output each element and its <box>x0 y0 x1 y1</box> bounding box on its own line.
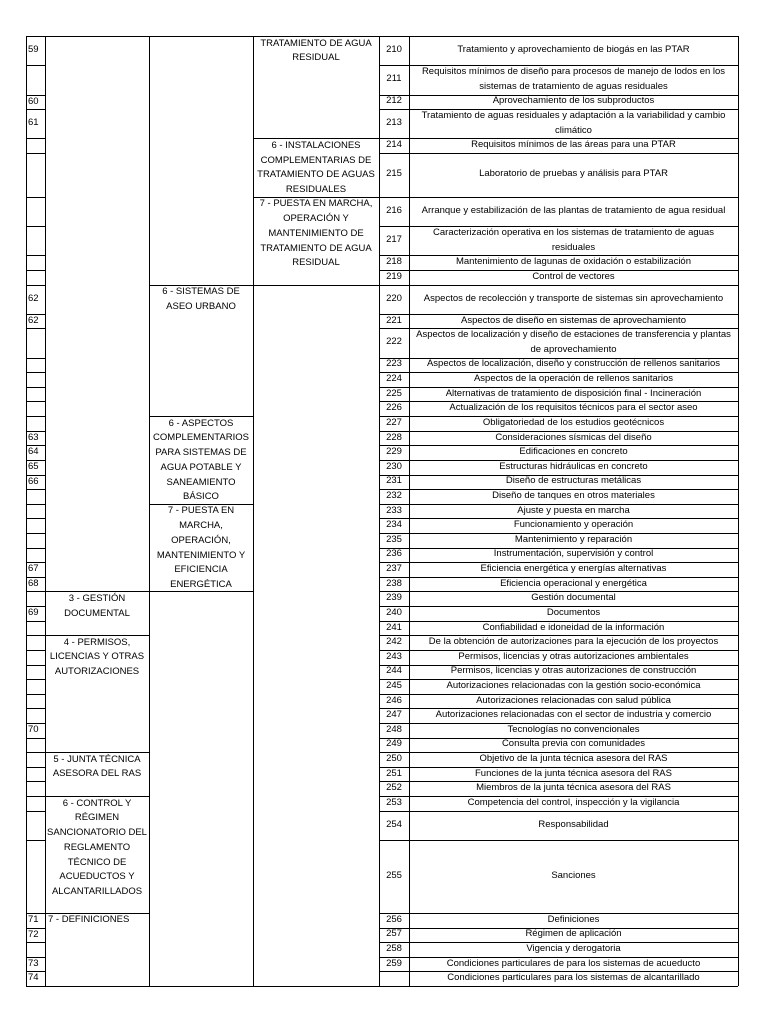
article-number: 231 <box>386 475 402 487</box>
section-heading: 7 - PUESTA EN MARCHA, OPERACIÓN Y MANTENIMIENTO DE TRATAMIENTO DE AGUA RESIDUAL <box>259 198 373 269</box>
page-number: 61 <box>28 117 39 129</box>
row-line <box>26 781 45 782</box>
article-title: Consulta previa con comunidades <box>501 738 646 750</box>
article-title: Arranque y estabilización de las plantas de tratamiento de agua residual <box>421 204 726 216</box>
row-line <box>26 518 45 519</box>
section-line <box>45 36 149 37</box>
article-title: Régimen de aplicación <box>525 928 622 940</box>
article-number: 215 <box>386 168 402 180</box>
article-number: 245 <box>386 680 402 691</box>
article-number: 255 <box>386 869 402 881</box>
article-number: 237 <box>386 563 402 575</box>
article-title: Obligatoriedad de los estudios geotécnicos <box>482 416 665 428</box>
article-title: Laboratorio de pruebas y análisis para PTAR <box>479 168 668 180</box>
column-line <box>738 36 739 986</box>
column-line <box>26 36 27 986</box>
article-number: 244 <box>386 665 402 677</box>
article-title: Caracterización operativa en los sistemas de tratamiento de aguas residuales <box>433 226 714 253</box>
row-line <box>26 548 45 549</box>
row-line <box>26 796 45 797</box>
article-title: Responsabilidad <box>538 818 609 830</box>
page-number: 74 <box>28 972 39 984</box>
article-number: 222 <box>386 336 402 348</box>
article-number: 213 <box>386 117 402 129</box>
row-line <box>26 153 45 154</box>
article-number: 210 <box>386 44 402 56</box>
page-number: 63 <box>28 431 39 443</box>
row-line <box>26 811 45 812</box>
article-title: Autorizaciones relacionadas con el sector de industria y comercio <box>435 709 712 721</box>
article-title: Tecnologías no convencionales <box>507 723 640 735</box>
row-line <box>26 504 45 505</box>
article-title: Funcionamiento y operación <box>513 519 634 531</box>
row-line <box>26 270 45 271</box>
article-number: 249 <box>386 738 402 750</box>
article-title: Gestión documental <box>531 592 616 604</box>
page-number: 72 <box>28 928 39 940</box>
article-title: Funciones de la junta técnica asesora del RAS <box>475 767 672 779</box>
row-line <box>26 138 45 139</box>
article-title: Confiabilidad e idoneidad de la información <box>482 621 665 633</box>
page-number: 59 <box>28 44 39 56</box>
article-number: 212 <box>386 95 402 107</box>
article-title: Requisitos mínimos de diseño para procesos de manejo de lodos en los sistemas de tratamiento de aguas residuales <box>421 66 726 92</box>
article-title: Objetivo de la junta técnica asesora del RAS <box>479 753 668 765</box>
row-line <box>26 372 45 373</box>
article-number: 228 <box>386 431 402 443</box>
article-number: 230 <box>386 460 402 472</box>
article-number: 225 <box>386 387 402 399</box>
article-number: 250 <box>386 753 402 765</box>
article-title: Mantenimiento de lagunas de oxidación o estabilización <box>455 256 691 268</box>
article-number <box>379 971 409 986</box>
section-heading: 6 - CONTROL Y RÉGIMEN SANCIONATORIO DEL REGLAMENTO TÉCNICO DE ACUEDUCTOS Y ALCANTARILLADOS <box>47 797 147 898</box>
page-number: 66 <box>28 475 39 487</box>
section-line <box>253 285 379 286</box>
article-title: Autorizaciones relacionadas con la gestión socio-económica <box>446 680 701 691</box>
article-number: 252 <box>386 782 402 794</box>
article-number: 256 <box>386 913 402 925</box>
article-title: Mantenimiento y reparación <box>514 533 633 545</box>
article-title: Eficiencia energética y energías alternativas <box>480 563 667 575</box>
article-title: Documentos <box>546 606 601 618</box>
row-line <box>26 708 45 709</box>
article-number: 219 <box>386 270 402 282</box>
section-heading: 6 - ASPECTOS COMPLEMENTARIOS PARA SISTEMAS DE AGUA POTABLE Y SANEAMIENTO BÁSICO <box>153 417 249 503</box>
article-number: 223 <box>386 358 402 370</box>
row-line <box>26 226 45 227</box>
row-line <box>26 650 45 651</box>
row-line <box>26 679 45 680</box>
article-title: Permisos, licencias y otras autorizaciones ambientales <box>458 650 689 662</box>
article-number: 239 <box>386 592 402 604</box>
article-number: 224 <box>386 373 402 385</box>
row-line <box>26 942 45 943</box>
article-title: Permisos, licencias y otras autorizaciones de construcción <box>450 665 697 677</box>
row-line <box>26 635 45 636</box>
row-line <box>26 387 45 388</box>
row-line <box>26 694 45 695</box>
article-title: Sanciones <box>551 869 596 881</box>
article-number: 258 <box>386 943 402 955</box>
article-title: Eficiencia operacional y energética <box>500 577 647 589</box>
article-number: 241 <box>386 621 402 633</box>
row-line <box>26 255 45 256</box>
article-title: Aspectos de localización y diseño de estaciones de transferencia y plantas de aprovechamiento <box>416 329 731 355</box>
article-number: 259 <box>386 957 402 969</box>
article-number: 242 <box>386 636 402 648</box>
article-number: 247 <box>386 709 402 721</box>
section-line <box>149 591 253 592</box>
article-title: Requisitos mínimos de las áreas para una PTAR <box>471 139 676 151</box>
article-number: 257 <box>386 928 402 940</box>
article-number: 251 <box>386 767 402 779</box>
article-title: Diseño de estructuras metálicas <box>505 475 642 487</box>
page-number: 64 <box>28 446 39 458</box>
article-title: Edificaciones en concreto <box>519 446 628 458</box>
page-number: 73 <box>28 957 39 969</box>
page-number: 65 <box>28 460 39 472</box>
row-line <box>26 752 45 753</box>
article-number: 246 <box>386 694 402 706</box>
row-line <box>26 65 45 66</box>
article-title: Tratamiento y aprovechamiento de biogás en las PTAR <box>457 44 690 56</box>
section-heading: 4 - PERMISOS, LICENCIAS Y OTRAS AUTORIZACIONES <box>49 636 145 678</box>
article-number: 253 <box>386 796 402 808</box>
row-line <box>26 665 45 666</box>
page-number: 68 <box>28 577 39 589</box>
row-line <box>26 840 45 841</box>
article-number: 233 <box>386 504 402 516</box>
article-title: Condiciones particulares de para los sistemas de acueducto <box>446 957 701 969</box>
article-number: 236 <box>386 548 402 560</box>
article-title: Condiciones particulares para los sistemas de alcantarillado <box>447 972 700 984</box>
article-title: Alternativas de tratamiento de disposición final - Incineración <box>445 387 702 399</box>
article-title: Ajuste y puesta en marcha <box>517 504 630 516</box>
page-number: 60 <box>28 95 39 107</box>
article-number: 227 <box>386 416 402 428</box>
section-heading: TRATAMIENTO DE AGUA RESIDUAL <box>260 37 372 64</box>
article-number: 248 <box>386 723 402 735</box>
column-line <box>409 36 410 986</box>
article-title: Aspectos de localización, diseño y construcción de rellenos sanitarios <box>426 358 721 370</box>
article-title: Autorizaciones relacionadas con salud pública <box>476 694 671 706</box>
section-line <box>45 986 379 987</box>
article-number: 217 <box>386 234 402 246</box>
row-line <box>26 285 45 286</box>
page-number: 62 <box>28 314 39 326</box>
index-table <box>26 36 738 986</box>
page-number: 70 <box>28 723 39 735</box>
article-title: De la obtención de autorizaciones para la ejecución de los proyectos <box>428 636 719 648</box>
article-number: 221 <box>386 314 402 326</box>
article-number: 243 <box>386 650 402 662</box>
row-line <box>26 767 45 768</box>
article-number: 214 <box>386 139 402 151</box>
row-line <box>379 986 738 987</box>
row-line <box>26 533 45 534</box>
article-number: 234 <box>386 519 402 531</box>
article-number: 232 <box>386 490 402 501</box>
page-number: 69 <box>28 607 39 618</box>
article-number: 229 <box>386 446 402 458</box>
article-number: 254 <box>386 818 402 830</box>
section-heading: 6 - SISTEMAS DE ASEO URBANO <box>162 286 240 312</box>
article-number: 218 <box>386 256 402 268</box>
section-heading: 6 - INSTALACIONES COMPLEMENTARIAS DE TRATAMIENTO DE AGUAS RESIDUALES <box>257 139 375 196</box>
article-title: Vigencia y derogatoria <box>526 943 621 955</box>
page-number: 71 <box>28 913 39 925</box>
section-heading: 7 - DEFINICIONES <box>48 914 130 926</box>
article-number: 238 <box>386 577 402 589</box>
article-title: Consideraciones sísmicas del diseño <box>495 431 652 443</box>
article-title: Control de vectores <box>532 270 615 282</box>
article-number: 240 <box>386 606 402 618</box>
row-line <box>26 416 45 417</box>
article-title: Aspectos de la operación de rellenos sanitarios <box>473 373 674 385</box>
article-title: Estructuras hidráulicas en concreto <box>499 460 648 472</box>
row-line <box>26 197 45 198</box>
article-title: Miembros de la junta técnica asesora del RAS <box>476 782 671 794</box>
row-line <box>26 358 45 359</box>
article-title: Tratamiento de aguas residuales y adaptación a la variabilidad y cambio climático <box>421 109 726 136</box>
row-line <box>26 401 45 402</box>
page-number: 62 <box>28 292 39 304</box>
section-heading: 3 - GESTIÓN DOCUMENTAL <box>64 592 130 619</box>
article-number: 226 <box>386 402 402 414</box>
article-title: Actualización de los requisitos técnicos para el sector aseo <box>449 402 698 414</box>
article-title: Competencia del control, inspección y la vigilancia <box>467 796 680 808</box>
page-number: 67 <box>28 563 39 575</box>
article-number: 216 <box>386 204 402 216</box>
article-number: 235 <box>386 533 402 545</box>
article-title: Aprovechamiento de los subproductos <box>492 95 655 107</box>
section-heading: 5 - JUNTA TÉCNICA ASESORA DEL RAS <box>52 753 142 780</box>
row-line <box>26 36 45 37</box>
article-title: Aspectos de recolección y transporte de sistemas sin aprovechamiento <box>423 292 724 304</box>
section-heading: 7 - PUESTA EN MARCHA, OPERACIÓN, MANTENIMIENTO Y EFICIENCIA ENERGÉTICA <box>156 505 246 591</box>
article-title: Definiciones <box>547 913 600 925</box>
article-number: 220 <box>386 292 402 304</box>
article-title: Instrumentación, supervisión y control <box>493 548 654 560</box>
article-title: Diseño de tanques en otros materiales <box>492 490 655 501</box>
article-number: 211 <box>386 73 402 85</box>
article-title: Aspectos de diseño en sistemas de aprovechamiento <box>461 314 686 326</box>
section-line <box>149 36 253 37</box>
